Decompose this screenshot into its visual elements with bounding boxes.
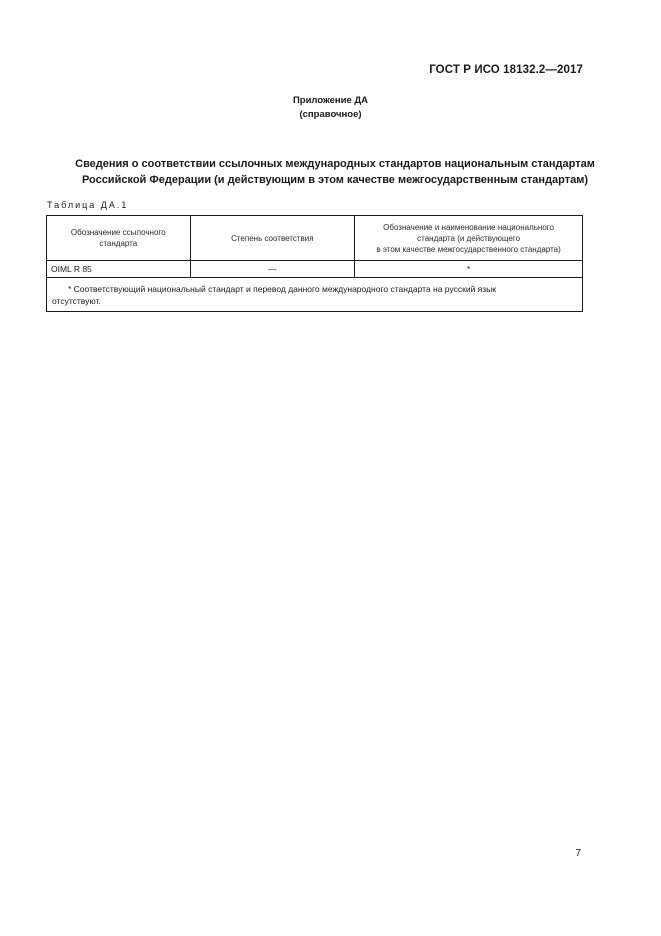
table-row bbox=[47, 261, 583, 278]
table-header-row bbox=[47, 216, 583, 261]
standard-code-header: ГОСТ Р ИСО 18132.2—2017 bbox=[429, 64, 583, 76]
correspondence-table bbox=[46, 215, 583, 312]
header-reference-standard bbox=[47, 216, 191, 261]
cell-national: * bbox=[355, 261, 583, 278]
header-national-standard bbox=[355, 216, 583, 261]
header-degree-text: Степень соответствия bbox=[231, 233, 314, 243]
header-degree bbox=[190, 216, 355, 261]
header-reference-standard-text: Обозначение ссылочного стандарта bbox=[70, 228, 166, 248]
table-footnote bbox=[47, 278, 583, 312]
annex-label: Приложение ДА bbox=[292, 95, 369, 106]
table-caption: Таблица ДА.1 bbox=[47, 200, 129, 210]
page-number: 7 bbox=[575, 848, 581, 859]
annex-title bbox=[40, 156, 630, 188]
header-national-line-2: стандарта (и действующего bbox=[417, 233, 521, 243]
annex-heading bbox=[0, 94, 661, 122]
header-national-line-3: в этом качестве межгосударственного стандарта) bbox=[376, 244, 561, 254]
cell-degree: — bbox=[190, 261, 355, 278]
footnote-line-2: отсутствуют. bbox=[52, 295, 101, 306]
annex-title-line-1: Сведения о соответствии ссылочных международных стандартов национальным стандартам bbox=[75, 158, 595, 170]
cell-reference: OIML R 85 bbox=[47, 261, 191, 278]
footnote-line-1: * Соответствующий национальный стандарт и перевод данного международного стандарта на русский язык bbox=[68, 283, 497, 294]
header-national-line-1: Обозначение и наименование национального bbox=[383, 222, 554, 232]
annex-title-line-2: Российской Федерации (и действующим в этом качестве межгосударственным стандартам) bbox=[81, 174, 589, 186]
annex-status: (справочное) bbox=[299, 109, 362, 120]
table-footnote-row bbox=[47, 278, 583, 312]
